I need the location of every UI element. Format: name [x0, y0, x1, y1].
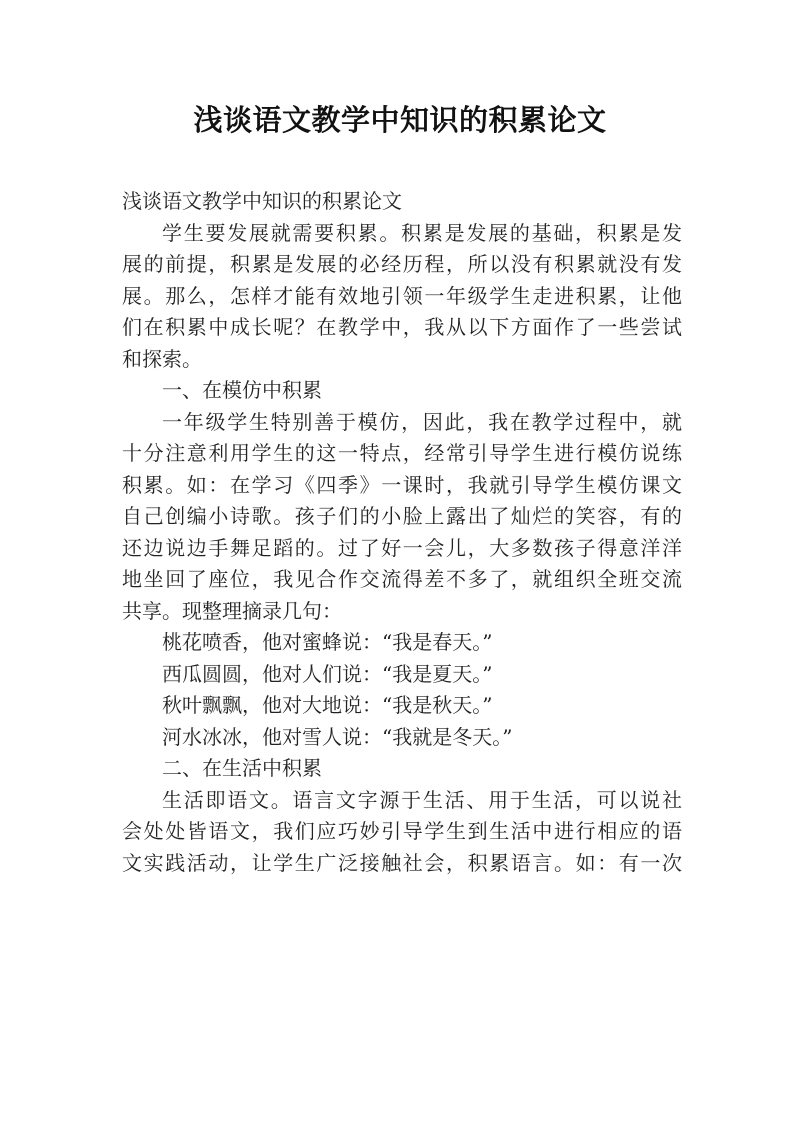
body-line: 积累。如：在学习《四季》一课时，我就引导学生模仿课文 [122, 472, 682, 497]
body-line: 河水冰冰，他对雪人说：“我就是冬天。” [162, 724, 513, 749]
body-line: 西瓜圆圆，他对人们说：“我是夏天。” [162, 661, 493, 686]
body-line: 自己创编小诗歌。孩子们的小脸上露出了灿烂的笑容，有的 [122, 504, 682, 528]
body-line: 共享。现整理摘录几句： [122, 598, 342, 623]
body-line: 十分注意利用学生的这一特点，经常引导学生进行模仿说练 [122, 441, 682, 465]
document-body [122, 186, 682, 879]
body-line: 生活即语文。语言文字源于生活、用于生活，可以说社 [162, 787, 682, 812]
body-line: 们在积累中成长呢？在教学中，我从以下方面作了一些尝试 [122, 315, 682, 339]
body-line: 展。那么，怎样才能有效地引领一年级学生走进积累，让他 [122, 283, 682, 308]
body-line: 会处处皆语文，我们应巧妙引导学生到生活中进行相应的语 [122, 819, 682, 843]
body-line: 一年级学生特别善于模仿，因此，我在教学过程中，就 [162, 409, 682, 434]
body-line: 一、在模仿中积累 [162, 378, 322, 402]
body-line: 秋叶飘飘，他对大地说：“我是秋天。” [162, 693, 493, 717]
body-line: 和探索。 [122, 346, 202, 371]
body-line: 二、在生活中积累 [162, 756, 322, 780]
body-line: 浅谈语文教学中知识的积累论文 [122, 189, 402, 213]
body-line: 文实践活动，让学生广泛接触社会，积累语言。如：有一次 [122, 850, 682, 875]
body-line: 地坐回了座位，我见合作交流得差不多了，就组织全班交流 [122, 567, 682, 591]
body-line: 桃花喷香，他对蜜蜂说：“我是春天。” [162, 630, 493, 654]
body-line: 还边说边手舞足蹈的。过了好一会儿，大多数孩子得意洋洋 [122, 535, 682, 560]
body-line: 学生要发展就需要积累。积累是发展的基础，积累是发 [162, 220, 682, 245]
body-line: 展的前提，积累是发展的必经历程，所以没有积累就没有发 [122, 252, 682, 276]
document-title: 浅谈语文教学中知识的积累论文 [193, 103, 607, 137]
